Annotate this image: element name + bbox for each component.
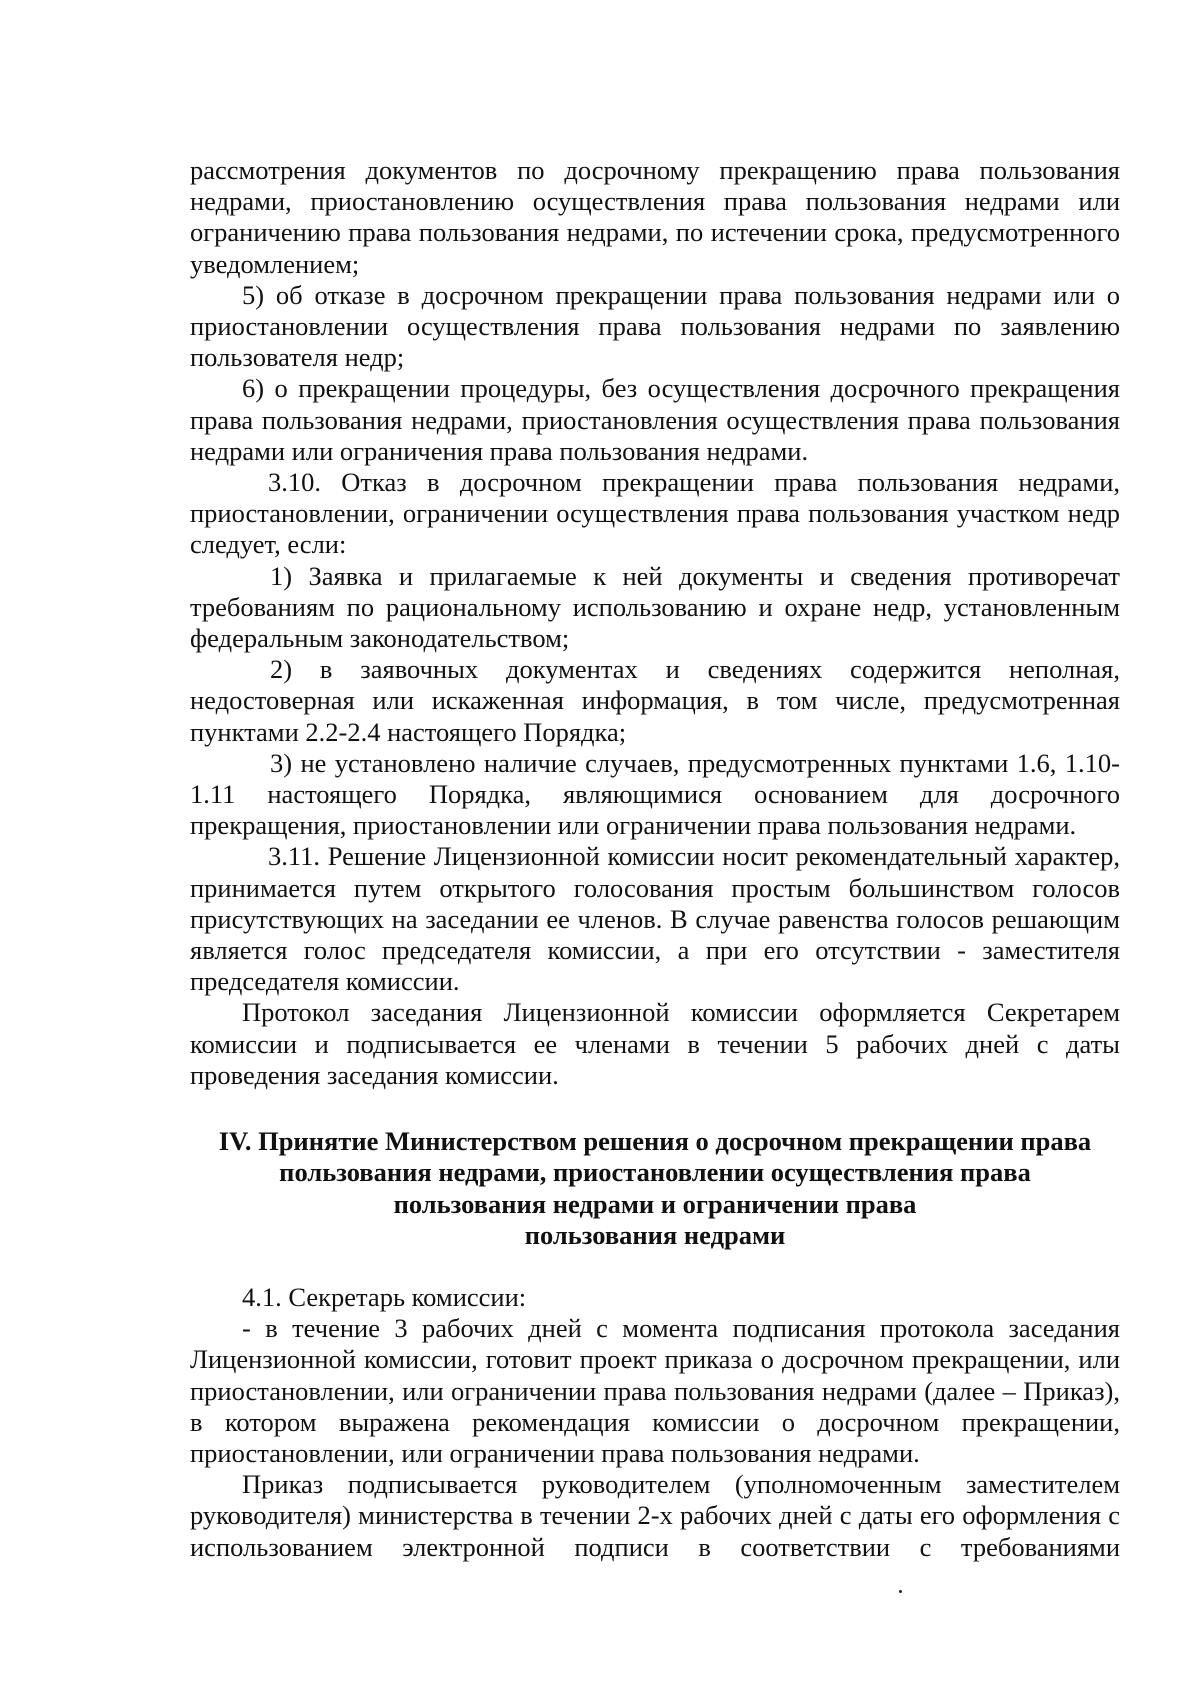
paragraph-3-10: 3.10. Отказ в досрочном прекращении права пользования недрами, приостановлении, ограничении осуществления права пользования участком недр следует, если: (190, 467, 1120, 560)
paragraph-item-6: 6) о прекращении процедуры, без осуществления досрочного прекращения права пользования недрами, приостановления осуществления права пользования недрами или ограничения права пользования недрами. (190, 373, 1120, 466)
paragraph-4-1-secretary-duty: - в течение 3 рабочих дней с момента подписания протокола заседания Лицензионной комиссии, готовит проект приказа о досрочном прекращении, или приостановлении, или ограничении права пользования недрами (далее – Приказ), в котором выражена рекомендация комиссии о досрочном прекращении, приостановлении, или ограничении права пользования недрами. (190, 1313, 1120, 1468)
paragraph-3-11: 3.11. Решение Лицензионной комиссии носит рекомендательный характер, принимается путем открытого голосования простым большинством голосов присутствующих на заседании ее членов. В случае равенства голосов решающим является голос председателя комиссии, а при его отсутствии - заместителя председателя комиссии. (190, 841, 1120, 997)
paragraph-continuation: рассмотрения документов по досрочному прекращению права пользования недрами, приостановлению осуществления права пользования недрами или ограничению права пользования недрами, по истечении срока, предусмотренного уведомлением; (190, 155, 1120, 279)
paragraph-protocol: Протокол заседания Лицензионной комиссии оформляется Секретарем комиссии и подписывается ее членами в течении 5 рабочих дней с даты проведения заседания комиссии. (190, 997, 1120, 1090)
paragraph-3-10-item-1: 1) Заявка и прилагаемые к ней документы и сведения противоречат требованиям по рациональному использованию и охране недр, установленным федеральным законодательством; (190, 560, 1120, 654)
section-heading-line-4: пользования недрами (524, 1219, 786, 1250)
section-heading-line-3: пользования недрами и ограничении права (393, 1188, 917, 1219)
spacer (190, 1251, 1120, 1282)
paragraph-3-10-item-3: 3) не установлено наличие случаев, предусмотренных пунктами 1.6, 1.10-1.11 настоящего Порядка, являющимися основанием для досрочного прекращения, приостановлении или ограничении права пользования недрами. (190, 747, 1120, 841)
scan-speck (899, 1590, 902, 1593)
spacer (190, 1091, 1120, 1126)
paragraph-item-5: 5) об отказе в досрочном прекращении права пользования недрами или о приостановлении осуществления права пользования недрами по заявлению пользователя недр; (190, 279, 1120, 373)
paragraph-order-signing: Приказ подписывается руководителем (уполномоченным заместителем руководителя) министерства в течении 2-х рабочих дней с даты его оформления с использованием электронной подписи в соответствии с требованиями (190, 1469, 1120, 1562)
section-heading (190, 1126, 1120, 1251)
document-page (190, 155, 1120, 1563)
paragraph-3-10-item-2: 2) в заявочных документах и сведениях содержится неполная, недостоверная или искаженная информация, в том числе, предусмотренная пунктами 2.2-2.4 настоящего Порядка; (190, 654, 1120, 747)
section-heading-line-2: пользования недрами, приостановлении осуществления права (279, 1157, 1031, 1188)
paragraph-4-1: 4.1. Секретарь комиссии: (242, 1281, 527, 1312)
section-heading-line-1: IV. Принятие Министерством решения о досрочном прекращении права (218, 1126, 1092, 1157)
